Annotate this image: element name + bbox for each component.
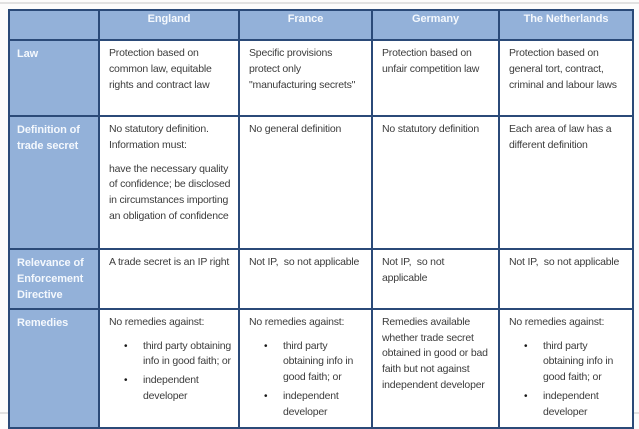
cell-text: No statutory definition: [382, 123, 479, 135]
table-cell: [499, 309, 633, 429]
bullet-item: [249, 339, 365, 386]
cell-text: No remedies against:: [249, 315, 345, 328]
cell-text: Not IP, so not applicable: [382, 256, 447, 284]
table-row-definition-of-trade-secret: [9, 116, 633, 249]
bullet-item: [109, 339, 232, 371]
cell-text: No general definition: [249, 123, 342, 135]
row-label-relevance-of-enforcement-directive: Relevance of Enforcement Directive: [9, 249, 99, 309]
bullet-text: independent developer: [143, 374, 199, 402]
bullet-icon: •: [524, 390, 528, 402]
bullet-icon: •: [124, 375, 128, 387]
table-row-law: [9, 40, 633, 116]
bullet-item: [509, 389, 626, 421]
table-cell: [99, 249, 239, 309]
cell-text: No statutory definition. Information must:: [109, 123, 212, 151]
column-header-germany: Germany: [372, 10, 499, 40]
table-cell: [499, 249, 633, 309]
table-cell: [372, 249, 499, 309]
bullet-icon: •: [524, 340, 528, 352]
cell-text: Not IP, so not applicable: [509, 256, 620, 268]
table-cell: [372, 40, 499, 116]
corner-cell: [9, 10, 99, 40]
column-header-france: France: [239, 10, 372, 40]
bullet-text: independent developer: [543, 389, 599, 418]
cell-text: Not IP, so not applicable: [249, 256, 360, 268]
cell-text: Each area of law has a different definition: [509, 123, 615, 151]
bullet-item: [249, 389, 365, 421]
cell-text: Remedies available whether trade secret obtained in good or bad faith but not against independent developer: [382, 315, 491, 391]
comparison-table: [8, 9, 634, 429]
column-header-england: England: [99, 10, 239, 40]
bullet-icon: •: [264, 340, 268, 352]
cell-text: Protection based on general tort, contract, criminal and labour laws: [509, 47, 617, 91]
table-cell: [372, 116, 499, 249]
table-cell: [239, 249, 372, 309]
row-label-law: Law: [9, 40, 99, 116]
table-cell: [99, 309, 239, 429]
cell-text: No remedies against:: [109, 315, 205, 328]
bullet-text: third party obtaining info in good faith; or: [543, 339, 614, 384]
cell-text: Specific provisions protect only "manufacturing secrets": [249, 47, 356, 91]
table-cell: [499, 116, 633, 249]
row-label-remedies: Remedies: [9, 309, 99, 429]
bullet-text: third party obtaining info in good faith; or: [283, 339, 354, 384]
table-body: [9, 40, 633, 428]
table-row-remedies: [9, 309, 633, 429]
table-cell: [372, 309, 499, 429]
cell-text: have the necessary quality of confidence; be disclosed in circumstances importing an obligation of confidence: [109, 162, 233, 222]
bullet-item: [109, 373, 232, 405]
table-cell: [239, 116, 372, 249]
cell-text: Protection based on unfair competition law: [382, 47, 480, 75]
header-row: [9, 10, 633, 40]
table-cell: [99, 116, 239, 249]
table-row-relevance-of-enforcement-directive: [9, 249, 633, 309]
cell-text: A trade secret is an IP right: [109, 256, 230, 268]
table-cell: [239, 309, 372, 429]
bullet-text: independent developer: [283, 389, 339, 418]
column-header-the-netherlands: The Netherlands: [499, 10, 633, 40]
table-cell: [99, 40, 239, 116]
table-cell: [499, 40, 633, 116]
bullet-icon: •: [124, 340, 128, 352]
bullet-item: [509, 339, 626, 386]
bullet-icon: •: [264, 390, 268, 402]
table-cell: [239, 40, 372, 116]
cell-text: No remedies against:: [509, 315, 605, 328]
cell-text: Protection based on common law, equitable rights and contract law: [109, 47, 215, 91]
screenshot-top-edge: [0, 2, 639, 4]
bullet-text: third party obtaining info in good faith; or: [143, 339, 232, 368]
row-label-definition-of-trade-secret: Definition of trade secret: [9, 116, 99, 249]
